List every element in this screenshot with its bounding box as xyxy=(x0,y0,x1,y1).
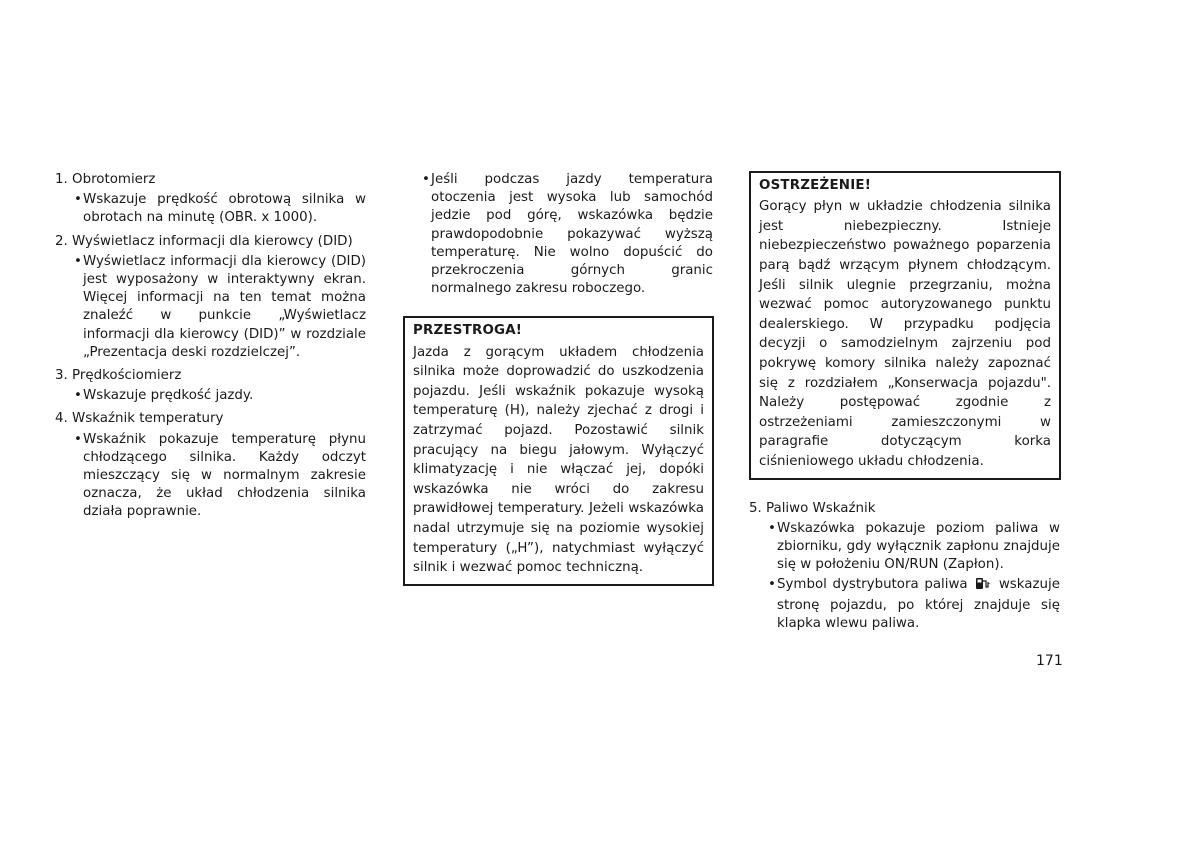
list-item-tachometer xyxy=(55,171,366,228)
fuel-bullet-text-before: Symbol dystrybutora paliwa xyxy=(777,577,968,593)
caution-title: PRZESTROGA! xyxy=(413,323,523,339)
warning-box xyxy=(749,171,1061,480)
caution-body: Jazda z gorącym układem chłodzenia silnika może doprowadzić do uszkodzenia pojazdu. Jeśli wskaźnik pokazuje wysoką temperaturę (H), należy zjechać z drogi i zatrzymać pojazd. Pozostawić silnik pracujący na biegu jałowym. Wyłączyć klimatyzację i nie włączać jej, dopóki wskazówka nie wróci do zakresu prawidłowej temperatury. Jeżeli wskazówka nadal utrzymuje się na poziomie wysokiej temperatury („H”), natychmiast wyłączyć silnik i wezwać pomoc techniczną. xyxy=(413,344,704,576)
item-bullet: • Wyświetlacz informacji dla kierowcy (DID) jest wyposażony w interaktywny ekran. Więcej informacji na ten temat można znaleźć w punkcie „Wyświetlacz informacji dla kierowcy (DID)” w rozdziale „Prezentacja deski rozdzielczej”. xyxy=(74,253,366,362)
item-bullet: • Wskazówka pokazuje poziom paliwa w zbiorniku, gdy wyłącznik zapłonu znajduje się w położeniu ON/RUN (Zapłon). xyxy=(768,520,1060,575)
warning-title: OSTRZEŻENIE! xyxy=(759,178,872,193)
item-bullet: • Wskazuje prędkość obrotową silnika w obrotach na minutę (OBR. x 1000). xyxy=(74,191,366,227)
column-left xyxy=(55,171,366,527)
item-bullet-fuel-door xyxy=(768,576,1060,633)
item-bullet: • Wskazuje prędkość jazdy. xyxy=(74,387,366,405)
page-number: 171 xyxy=(1036,653,1063,669)
item-bullet: • Wskaźnik pokazuje temperaturę płynu chłodzącego silnika. Każdy odczyt mieszczący się w normalnym zakresie oznacza, że układ chłodzenia silnika działa poprawnie. xyxy=(74,431,366,522)
item-title: 5. Paliwo Wskaźnik xyxy=(749,500,876,516)
list-item-fuel-gauge xyxy=(749,500,1060,633)
fuel-pump-icon xyxy=(975,577,991,596)
item-title: 4. Wskaźnik temperatury xyxy=(55,411,224,427)
list-item-speedometer xyxy=(55,367,366,405)
list-item-did xyxy=(55,233,366,362)
list-item-temperature xyxy=(55,410,366,521)
caution-box xyxy=(403,316,714,585)
fuel-bullet-text-after: wskazuje stronę pojazdu, po której znajduje się klapka wlewu paliwa. xyxy=(777,577,1060,631)
item-title: 1. Obrotomierz xyxy=(55,172,156,187)
column-right xyxy=(749,171,1060,638)
warning-body: Gorący płyn w układzie chłodzenia silnika jest niebezpieczny. Istnieje niebezpieczeństwo poważnego poparzenia parą bądź wrzącym płynem chłodzącym. Jeśli silnik ulegnie przegrzaniu, można wezwać pomoc autoryzowanego punktu dealerskiego. W przypadku podjęcia decyzji o samodzielnym zajrzeniu pod pokrywę komory silnika należy zapoznać się z rozdziałem „Konserwacja pojazdu". Należy postępować zgodnie z ostrzeżeniami zamieszczonymi w paragrafie dotyczącym korka ciśnieniowego układu chłodzenia. xyxy=(759,199,1051,469)
item-title: 3. Prędkościomierz xyxy=(55,368,182,384)
item-title: 2. Wyświetlacz informacji dla kierowcy (DID) xyxy=(55,233,353,249)
column-middle xyxy=(403,171,713,586)
temperature-note-bullet: • Jeśli podczas jazdy temperatura otoczenia jest wysoka lub samochód jedzie pod górę, wskazówka będzie prawdopodobnie pokazywać wyższą temperaturę. Nie wolno dopuścić do przekroczenia górnych granic normalnego zakresu roboczego. xyxy=(422,171,713,298)
